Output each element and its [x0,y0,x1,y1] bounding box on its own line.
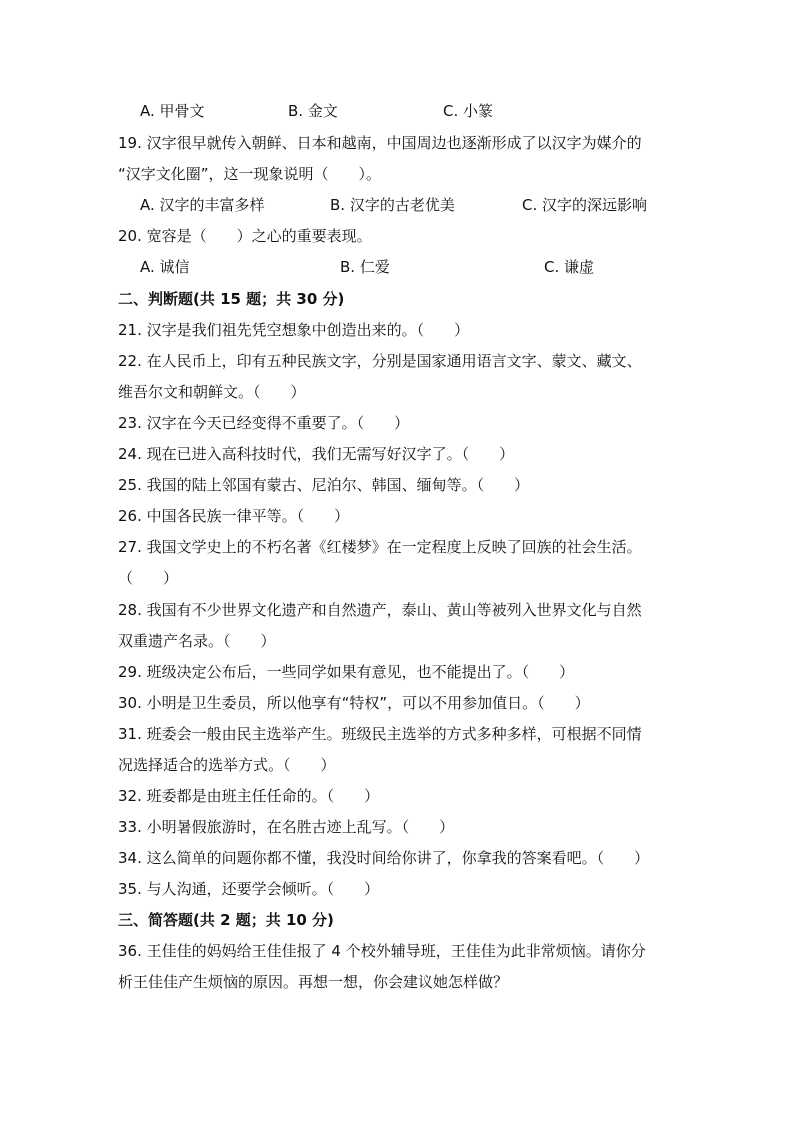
q19-option-a: A. 汉字的丰富多样 [140,196,265,214]
q20-option-b: B. 仁爱 [340,258,390,276]
short-answer-line: 36. 王佳佳的妈妈给王佳佳报了 4 个校外辅导班，王佳佳为此非常烦恼。请你分 [118,942,646,960]
q20-line-1: 20. 宽容是（ ）之心的重要表现。 [118,227,372,245]
judgement-item: 35. 与人沟通，还要学会倾听。（ ） [118,880,380,898]
judgement-item: 25. 我国的陆上邻国有蒙古、尼泊尔、韩国、缅甸等。（ ） [118,476,530,494]
section-3-heading: 三、简答题(共 2 题；共 10 分) [118,911,334,929]
section-2-heading: 二、判断题(共 15 题；共 30 分) [118,290,345,308]
judgement-item: （ ） [118,569,179,587]
judgement-item: 27. 我国文学史上的不朽名著《红楼梦》在一定程度上反映了回族的社会生活。 [118,538,642,556]
judgement-item: 23. 汉字在今天已经变得不重要了。（ ） [118,414,410,432]
q20-option-a: A. 诚信 [140,258,190,276]
q19-option-b: B. 汉字的古老优美 [330,196,455,214]
q18-option-b: B. 金文 [288,102,338,120]
judgement-item: 21. 汉字是我们祖先凭空想象中创造出来的。（ ） [118,321,470,339]
q19-option-c: C. 汉字的深远影响 [522,196,648,214]
judgement-item: 32. 班委都是由班主任任命的。（ ） [118,787,380,805]
judgement-item: 30. 小明是卫生委员，所以他享有“特权”，可以不用参加值日。（ ） [118,694,590,712]
judgement-item: 维吾尔文和朝鲜文。（ ） [118,383,306,401]
judgement-item: 28. 我国有不少世界文化遗产和自然遗产，泰山、黄山等被列入世界文化与自然 [118,601,642,619]
judgement-item: 24. 现在已进入高科技时代，我们无需写好汉字了。（ ） [118,445,515,463]
q18-option-c: C. 小篆 [443,102,494,120]
q19-line-1: 19. 汉字很早就传入朝鲜、日本和越南，中国周边也逐渐形成了以汉字为媒介的 [118,134,642,152]
q18-option-a: A. 甲骨文 [140,102,205,120]
judgement-item: 26. 中国各民族一律平等。（ ） [118,507,350,525]
judgement-item: 29. 班级决定公布后，一些同学如果有意见，也不能提出了。（ ） [118,663,575,681]
q20-option-c: C. 谦虚 [544,258,595,276]
judgement-item: 33. 小明暑假旅游时，在名胜古迹上乱写。（ ） [118,818,455,836]
short-answer-line: 析王佳佳产生烦恼的原因。再想一想，你会建议她怎样做？ [118,973,509,991]
judgement-item: 34. 这么简单的问题你都不懂，我没时间给你讲了，你拿我的答案看吧。（ ） [118,849,650,867]
judgement-item: 况选择适合的选举方式。（ ） [118,756,336,774]
q19-line-2: “汉字文化圈”，这一现象说明（ ）。 [118,165,382,183]
judgement-item: 31. 班委会一般由民主选举产生。班级民主选举的方式多种多样，可根据不同情 [118,725,642,743]
judgement-item: 22. 在人民币上，印有五种民族文字，分别是国家通用语言文字、蒙文、藏文、 [118,352,642,370]
judgement-item: 双重遗产名录。（ ） [118,632,276,650]
